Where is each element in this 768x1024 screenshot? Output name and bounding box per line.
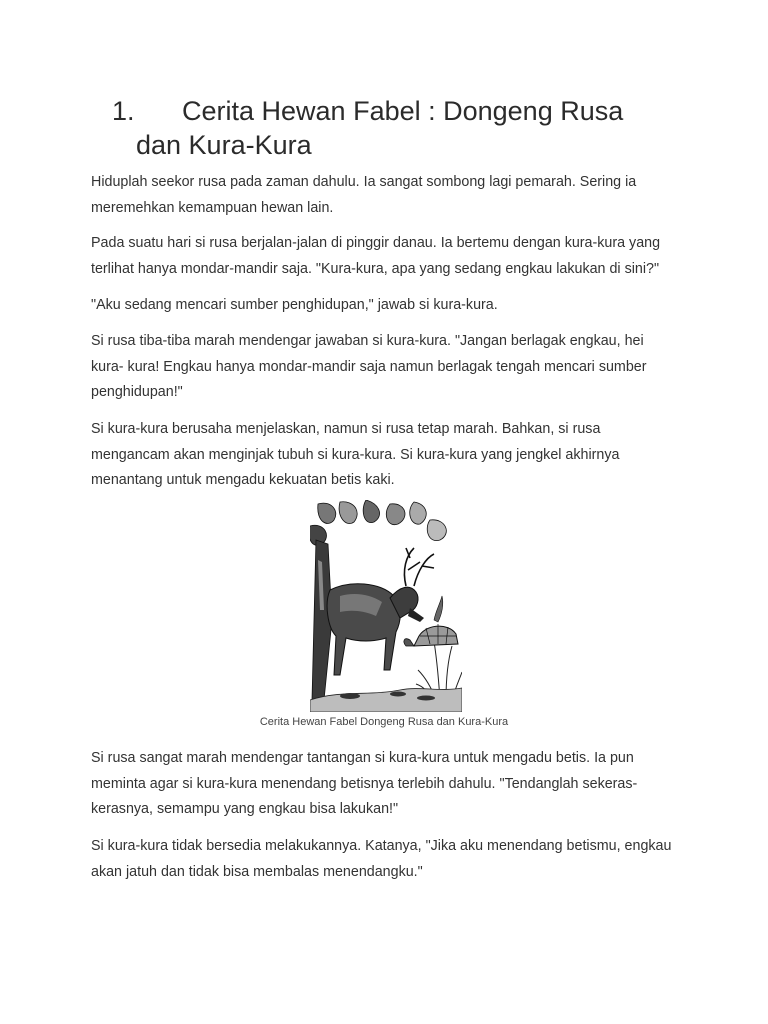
paragraph-line: menantang untuk mengadu kekuatan betis kaki. [91, 472, 395, 488]
figure-caption: Cerita Hewan Fabel Dongeng Rusa dan Kura-Kura [259, 716, 509, 728]
paragraph-4 [91, 329, 691, 406]
paragraph-line: kura- kura! Engkau hanya mondar-mandir saja namun berlagak tengah mencari sumber [91, 358, 647, 375]
paragraph-line: akan jatuh dan tidak bisa membalas menendangku." [91, 863, 423, 880]
heading-number: 1. [112, 96, 135, 126]
paragraph-5 [91, 417, 691, 494]
paragraph-line: meremehkan kemampuan hewan lain. [91, 199, 334, 216]
paragraph-line: Si kura-kura berusaha menjelaskan, namun si rusa tetap marah. Bahkan, si rusa [91, 421, 601, 437]
paragraph-line: Si kura-kura tidak bersedia melakukannya. Katanya, "Jika aku menendang betismu, engkau [91, 838, 672, 854]
paragraph-line: "Aku sedang mencari sumber penghidupan," jawab si kura-kura. [91, 297, 498, 313]
deer-and-tortoise-illustration [310, 500, 462, 712]
paragraph-2 [91, 231, 691, 282]
paragraph-line: Pada suatu hari si rusa berjalan-jalan di pinggir danau. Ia bertemu dengan kura-kura yang [91, 235, 661, 251]
paragraph-6 [91, 746, 691, 823]
paragraph-7 [91, 834, 691, 885]
paragraph-line: terlihat hanya mondar-mandir saja. "Kura-kura, apa yang sedang engkau lakukan di sini?" [91, 260, 660, 277]
heading-title-line-1: Cerita Hewan Fabel : Dongeng Rusa [182, 96, 624, 126]
paragraph-line: meminta agar si kura-kura menendang betisnya terlebih dahulu. "Tendanglah sekeras- [91, 775, 638, 792]
paragraph-line: Si rusa tiba-tiba marah mendengar jawaban si kura-kura. "Jangan berlagak engkau, hei [91, 333, 644, 349]
paragraph-line: kerasnya, semampu yang engkau bisa lakukan!" [91, 801, 399, 817]
paragraph-line: Hiduplah seekor rusa pada zaman dahulu. Ia sangat sombong lagi pemarah. Sering ia [91, 174, 637, 190]
paragraph-line: mengancam akan menginjak tubuh si kura-kura. Si kura-kura yang jengkel akhirnya [91, 446, 620, 463]
paragraph-1 [91, 170, 691, 221]
heading-title-line-2: dan Kura-Kura [136, 130, 312, 160]
paragraph-3 [91, 293, 691, 319]
paragraph-line: penghidupan!" [91, 384, 183, 400]
paragraph-line: Si rusa sangat marah mendengar tantangan si kura-kura untuk mengadu betis. Ia pun [91, 750, 634, 766]
